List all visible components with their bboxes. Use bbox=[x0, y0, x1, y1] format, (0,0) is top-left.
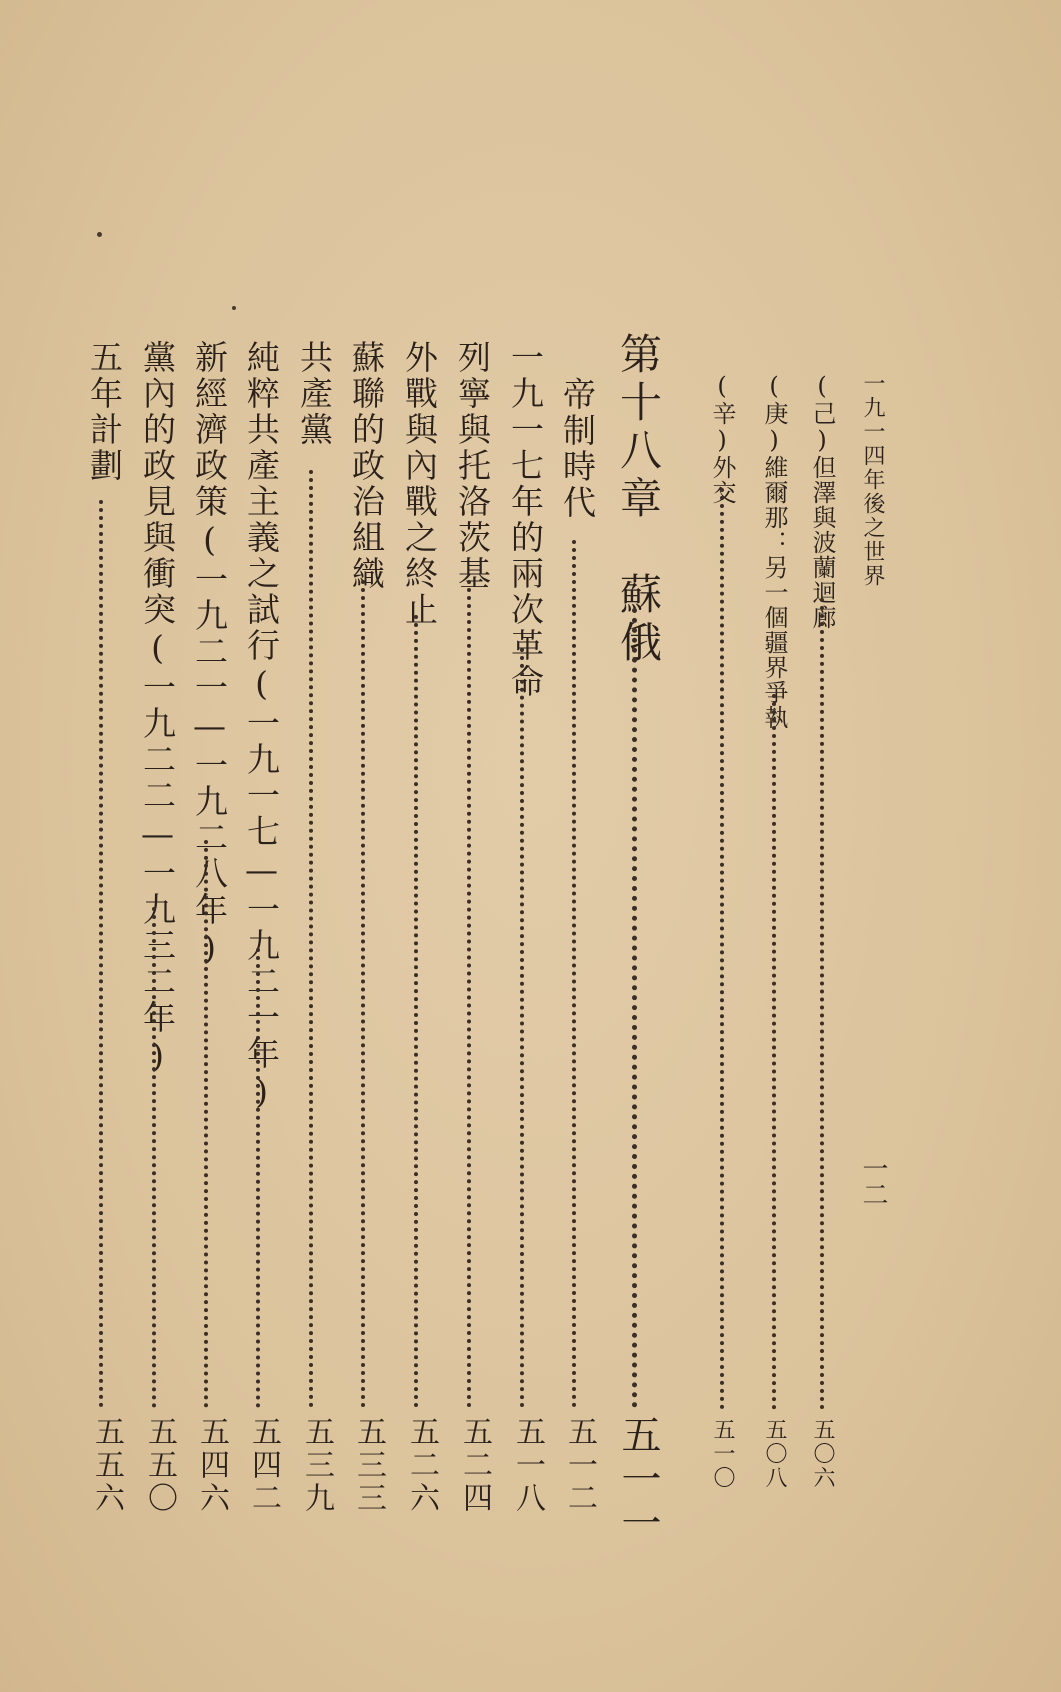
chapter-page: 五一一 bbox=[615, 1414, 661, 1546]
toc-entry-label: 列寧與托洛茨基 bbox=[453, 340, 492, 592]
toc-entry-page: 五四六 bbox=[194, 1416, 229, 1515]
toc-entry-page: 五五六 bbox=[89, 1416, 124, 1515]
running-header-title: 一九一四年後之世界 bbox=[860, 372, 885, 588]
toc-entry-page: 五一二 bbox=[562, 1416, 597, 1515]
toc-subitem-page: 五〇八 bbox=[762, 1418, 787, 1490]
toc-entry-label: 共產黨 bbox=[295, 340, 334, 448]
toc-leader bbox=[152, 907, 156, 1408]
paper-speck bbox=[232, 306, 236, 310]
chapter-heading: 第十八章 蘇俄 bbox=[614, 332, 663, 668]
toc-entry-page: 五一八 bbox=[510, 1416, 545, 1515]
toc-leader bbox=[204, 840, 208, 1408]
toc-entry-page: 五三三 bbox=[351, 1416, 386, 1515]
toc-leader bbox=[414, 615, 418, 1408]
toc-leader bbox=[309, 470, 313, 1408]
toc-entry-page: 五四二 bbox=[246, 1416, 281, 1515]
toc-entry-label: 五年計劃 bbox=[85, 340, 124, 484]
toc-entry-label: 外戰與內戰之終止 bbox=[400, 340, 439, 628]
paper-speck bbox=[97, 232, 102, 237]
toc-subitem-label: (辛)外交 bbox=[708, 372, 736, 505]
toc-leader bbox=[99, 500, 103, 1408]
toc-entry-label: 蘇聯的政治組織 bbox=[347, 340, 386, 592]
toc-entry-page: 五二四 bbox=[457, 1416, 492, 1515]
toc-entry-label: 一九一七年的兩次革命 bbox=[506, 340, 545, 700]
toc-subitem-page: 五〇六 bbox=[810, 1418, 835, 1490]
toc-entry-label: 純粹共產主義之試行(一九一七—一九二一年) bbox=[242, 340, 281, 1114]
toc-leader bbox=[572, 540, 576, 1408]
toc-subitem-label: (庚)維爾那：另一個疆界爭執 bbox=[760, 372, 788, 730]
toc-leader bbox=[720, 488, 724, 1410]
toc-leader bbox=[632, 608, 637, 1408]
page-number: 一二 bbox=[858, 1155, 888, 1207]
toc-entry-page: 五三九 bbox=[299, 1416, 334, 1515]
toc-leader bbox=[820, 598, 824, 1410]
toc-leader bbox=[361, 580, 365, 1408]
toc-entry-label: 帝制時代 bbox=[558, 377, 597, 521]
toc-entry-page: 五二六 bbox=[404, 1416, 439, 1515]
toc-subitem-page: 五一〇 bbox=[710, 1418, 735, 1490]
toc-leader bbox=[520, 648, 524, 1408]
toc-leader bbox=[467, 580, 471, 1408]
toc-entry-label: 黨內的政見與衝突(一九二二—一九三二年) bbox=[138, 340, 177, 1078]
toc-leader bbox=[772, 694, 776, 1410]
toc-entry-label: 新經濟政策(一九二一—一九二八年) bbox=[190, 340, 229, 970]
toc-entry-page: 五五〇 bbox=[142, 1416, 177, 1515]
toc-leader bbox=[256, 948, 260, 1408]
toc-subitem-label: (己)但澤與波蘭迴廊 bbox=[808, 372, 836, 630]
